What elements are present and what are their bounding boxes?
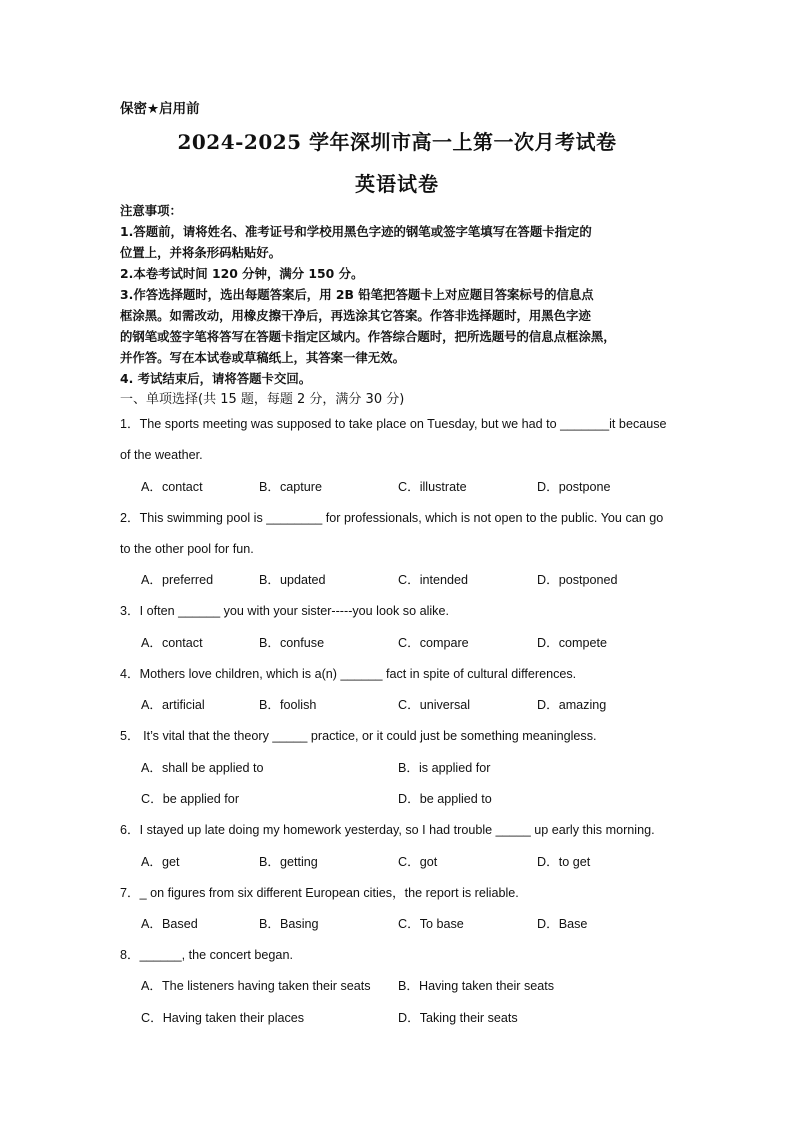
notes-line: 1.答题前，请将姓名、准考证号和学校用黑色字迹的钢笔或签字笔填写在答题卡指定的 [120, 224, 592, 239]
q7-option-a: A．Based [141, 917, 198, 931]
confidential-label: 保密★启用前 [120, 101, 200, 117]
question-4-line-1: 4．Mothers love children, which is a(n) ______ fact in spite of cultural differences. [120, 667, 577, 681]
q5-option-d: D．be applied to [398, 792, 492, 806]
q6-option-c: C．got [398, 855, 438, 869]
q5-option-b: B．is applied for [398, 761, 491, 775]
q4-option-b: B．foolish [259, 698, 317, 712]
exam-subtitle: 英语试卷 [355, 172, 439, 196]
notes-line: 的钢笔或签字笔将答写在答题卡指定区域内。作答综合题时，把所选题号的信息点框涂黑， [120, 329, 616, 344]
q1-option-a: A．contact [141, 480, 203, 494]
section-heading: 一、单项选择(共 15 题，每题 2 分，满分 30 分) [120, 392, 405, 407]
question-1-line-2: of the weather. [120, 448, 203, 462]
question-5-line-1: 5． It’s vital that the theory _____ practice, or it could just be something meaningless. [120, 729, 597, 743]
notes-line: 4. 考试结束后，请将答题卡交回。 [120, 371, 312, 386]
question-3-line-1: 3．I often ______ you with your sister-----you look so alike. [120, 604, 449, 618]
q8-option-b: B．Having taken their seats [398, 979, 555, 993]
q5-option-a: A．shall be applied to [141, 761, 264, 775]
q3-option-a: A．contact [141, 636, 203, 650]
question-1-line-1: 1．The sports meeting was supposed to take place on Tuesday, but we had to _______it because [120, 417, 667, 431]
q2-option-c: C．intended [398, 573, 469, 587]
q8-option-c: C．Having taken their places [141, 1011, 305, 1025]
q4-option-d: D．amazing [537, 698, 607, 712]
q5-option-c: C．be applied for [141, 792, 240, 806]
question-6-line-1: 6．I stayed up late doing my homework yesterday, so I had trouble _____ up early this morning. [120, 823, 655, 837]
q2-option-a: A．preferred [141, 573, 214, 587]
q1-option-c: C．illustrate [398, 480, 467, 494]
notes-line: 框涂黑。如需改动，用橡皮擦干净后，再选涂其它答案。作答非选择题时，用黑色字迹 [120, 308, 591, 323]
q7-option-c: C．To base [398, 917, 464, 931]
exam-title: 2024-2025 学年深圳市高一上第一次月考试卷 [177, 130, 617, 154]
notes-line: 2.本卷考试时间 120 分钟，满分 150 分。 [120, 266, 364, 281]
q6-option-b: B．getting [259, 855, 318, 869]
q8-option-a: A．The listeners having taken their seats [141, 979, 371, 993]
notes-heading: 注意事项： [120, 203, 182, 218]
question-8-line-1: 8．______, the concert began. [120, 948, 293, 962]
notes-line: 并作答。写在本试卷或草稿纸上，其答案一律无效。 [120, 350, 405, 365]
question-2-line-2: to the other pool for fun. [120, 542, 254, 556]
q2-option-d: D．postponed [537, 573, 618, 587]
q7-option-d: D．Base [537, 917, 588, 931]
q4-option-c: C．universal [398, 698, 471, 712]
q6-option-a: A．get [141, 855, 180, 869]
q1-option-b: B．capture [259, 480, 322, 494]
q2-option-b: B．updated [259, 573, 326, 587]
q8-option-d: D．Taking their seats [398, 1011, 518, 1025]
q3-option-b: B．confuse [259, 636, 325, 650]
question-7-line-1: 7．_ on figures from six different European cities，the report is reliable. [120, 886, 519, 900]
q3-option-d: D．compete [537, 636, 607, 650]
question-2-line-1: 2．This swimming pool is ________ for professionals, which is not open to the public. You can go [120, 511, 664, 525]
notes-line: 位置上，并将条形码粘贴好。 [120, 245, 282, 260]
q7-option-b: B．Basing [259, 917, 319, 931]
q4-option-a: A．artificial [141, 698, 205, 712]
q6-option-d: D．to get [537, 855, 591, 869]
notes-line: 3.作答选择题时，选出每题答案后，用 2B 铅笔把答题卡上对应题目答案标号的信息点 [120, 287, 594, 302]
q1-option-d: D．postpone [537, 480, 611, 494]
q3-option-c: C．compare [398, 636, 469, 650]
notes-block [120, 200, 685, 410]
